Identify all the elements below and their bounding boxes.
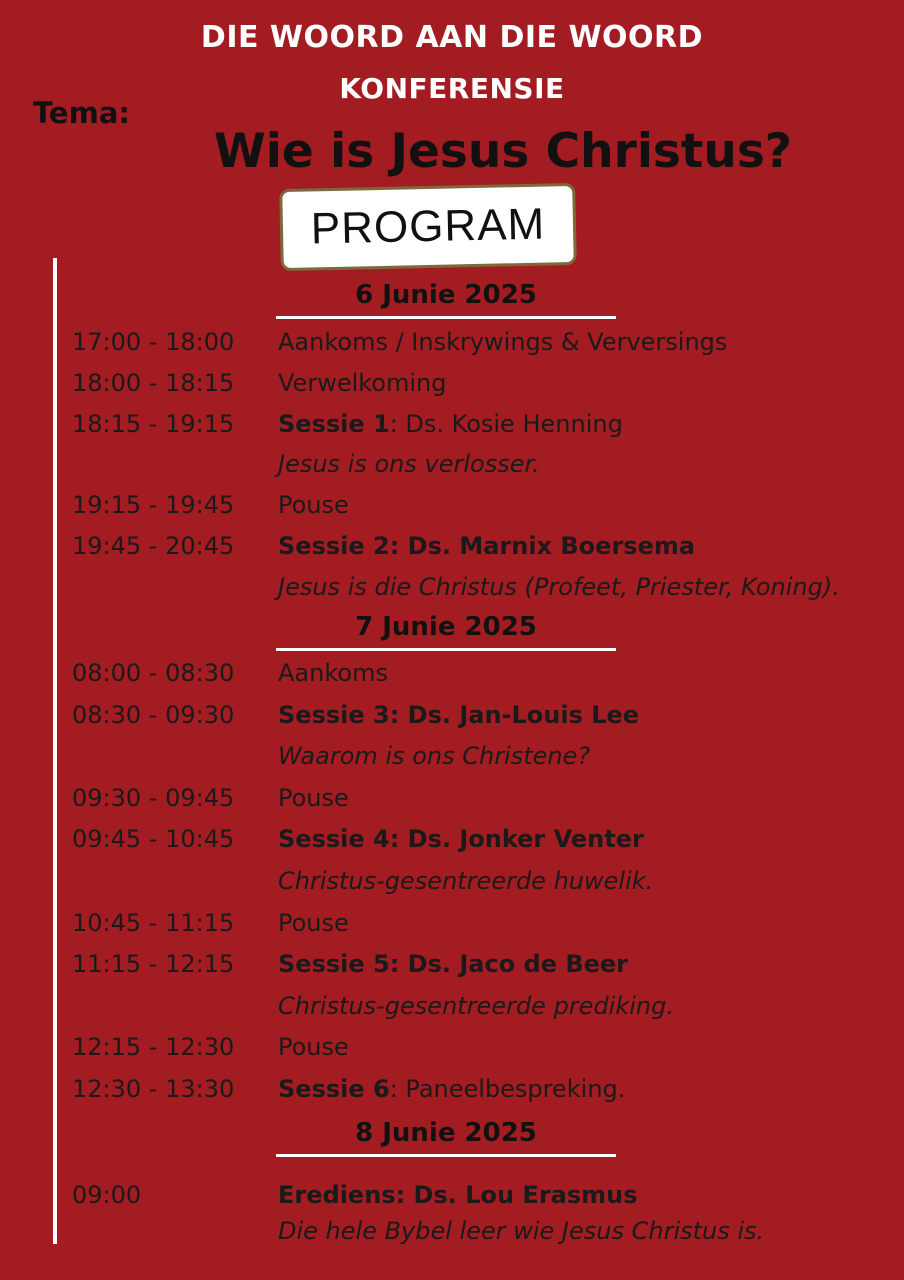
schedule-row: [0, 532, 904, 572]
event-description: [278, 450, 540, 478]
session-topic-row: [0, 992, 904, 1032]
event-description: [278, 410, 623, 438]
session-topic: Waarom is ons Christene?: [278, 742, 591, 771]
session-title: Sessie 4: Ds. Jonker Venter: [278, 825, 644, 854]
schedule-row: [0, 491, 904, 531]
session-title: Sessie 3: Ds. Jan-Louis Lee: [278, 700, 640, 729]
schedule-row: [0, 369, 904, 409]
event-text: Pouse: [278, 1033, 349, 1062]
schedule-row: [0, 1033, 904, 1073]
session-topic-row: [0, 742, 904, 782]
session-title: Sessie 6: [278, 1075, 390, 1103]
theme-title: Wie is Jesus Christus?: [213, 124, 793, 179]
event-description: [278, 1075, 625, 1103]
event-description: [278, 784, 349, 812]
event-description: [278, 825, 644, 853]
time-slot: 11:15 - 12:15: [72, 950, 235, 979]
time-slot: 12:30 - 13:30: [72, 1075, 235, 1103]
event-description: [278, 992, 674, 1020]
day-header: 8 Junie 2025: [355, 1118, 537, 1148]
session-title: Sessie 1: [278, 409, 390, 438]
session-speaker: : Paneelbespreking.: [389, 1075, 626, 1103]
session-topic: Christus-gesentreerde huwelik.: [278, 867, 654, 895]
event-text: Aankoms / Inskrywings & Verversings: [278, 328, 728, 356]
schedule-row: [0, 909, 904, 949]
time-slot: 19:45 - 20:45: [72, 532, 235, 560]
event-description: [278, 573, 840, 601]
event-description: [278, 328, 727, 356]
time-slot: 08:30 - 09:30: [72, 700, 235, 729]
event-description: [278, 867, 653, 895]
session-topic: Jesus is ons verlosser.: [278, 450, 540, 479]
schedule-row: [0, 784, 904, 824]
session-topic-row: [0, 1217, 904, 1257]
schedule-row: [0, 328, 904, 368]
schedule-row: [0, 1181, 904, 1221]
event-text: Aankoms: [278, 659, 388, 687]
event-text: Verwelkoming: [278, 368, 447, 397]
day-header-underline: [276, 316, 616, 319]
day-header: 6 Junie 2025: [355, 280, 537, 310]
time-slot: 09:00: [72, 1181, 142, 1209]
theme-label: Tema:: [33, 96, 130, 130]
schedule-row: [0, 701, 904, 741]
session-topic-row: [0, 867, 904, 907]
time-slot: 17:00 - 18:00: [72, 328, 235, 356]
session-title: Sessie 2: Ds. Marnix Boersema: [278, 532, 696, 560]
event-description: [278, 491, 349, 519]
schedule-row: [0, 1075, 904, 1115]
time-slot: 08:00 - 08:30: [72, 659, 235, 687]
session-topic: Jesus is die Christus (Profeet, Priester, Koning).: [278, 572, 840, 601]
session-title: Sessie 5: Ds. Jaco de Beer: [278, 950, 629, 979]
event-description: [278, 950, 628, 978]
event-text: Pouse: [278, 908, 349, 937]
time-slot: 10:45 - 11:15: [72, 908, 235, 937]
event-description: [278, 1181, 638, 1209]
conference-title-line-2: KONFERENSIE: [339, 72, 565, 105]
event-description: [278, 659, 388, 687]
day-header-underline: [276, 1154, 616, 1157]
event-text: Pouse: [278, 491, 349, 520]
event-description: [278, 742, 590, 770]
time-slot: 09:45 - 10:45: [72, 825, 235, 854]
time-slot: 09:30 - 09:45: [72, 783, 235, 812]
time-slot: 19:15 - 19:45: [72, 491, 235, 520]
schedule-row: [0, 659, 904, 699]
day-header-underline: [276, 648, 616, 651]
time-slot: 12:15 - 12:30: [72, 1033, 235, 1062]
event-description: [278, 1033, 349, 1061]
schedule-row: [0, 410, 904, 450]
event-description: [278, 701, 639, 729]
schedule-row: [0, 825, 904, 865]
session-speaker: : Ds. Kosie Henning: [389, 409, 623, 438]
time-slot: 18:15 - 19:15: [72, 409, 235, 438]
time-slot: 18:00 - 18:15: [72, 368, 235, 397]
event-text: Pouse: [278, 783, 349, 812]
event-description: [278, 369, 446, 397]
schedule-row: [0, 950, 904, 990]
session-topic: Christus-gesentreerde prediking.: [278, 991, 674, 1020]
session-title: Erediens: Ds. Lou Erasmus: [278, 1181, 638, 1209]
session-topic-row: [0, 573, 904, 613]
event-description: [278, 1217, 764, 1245]
event-description: [278, 909, 349, 937]
session-topic-row: [0, 450, 904, 490]
event-description: [278, 532, 695, 560]
day-header: 7 Junie 2025: [355, 612, 537, 642]
session-topic: Die hele Bybel leer wie Jesus Christus is.: [278, 1217, 765, 1245]
program-label: PROGRAM: [310, 199, 546, 254]
program-banner: [279, 183, 577, 271]
conference-title-line-1: DIE WOORD AAN DIE WOORD: [200, 20, 704, 55]
